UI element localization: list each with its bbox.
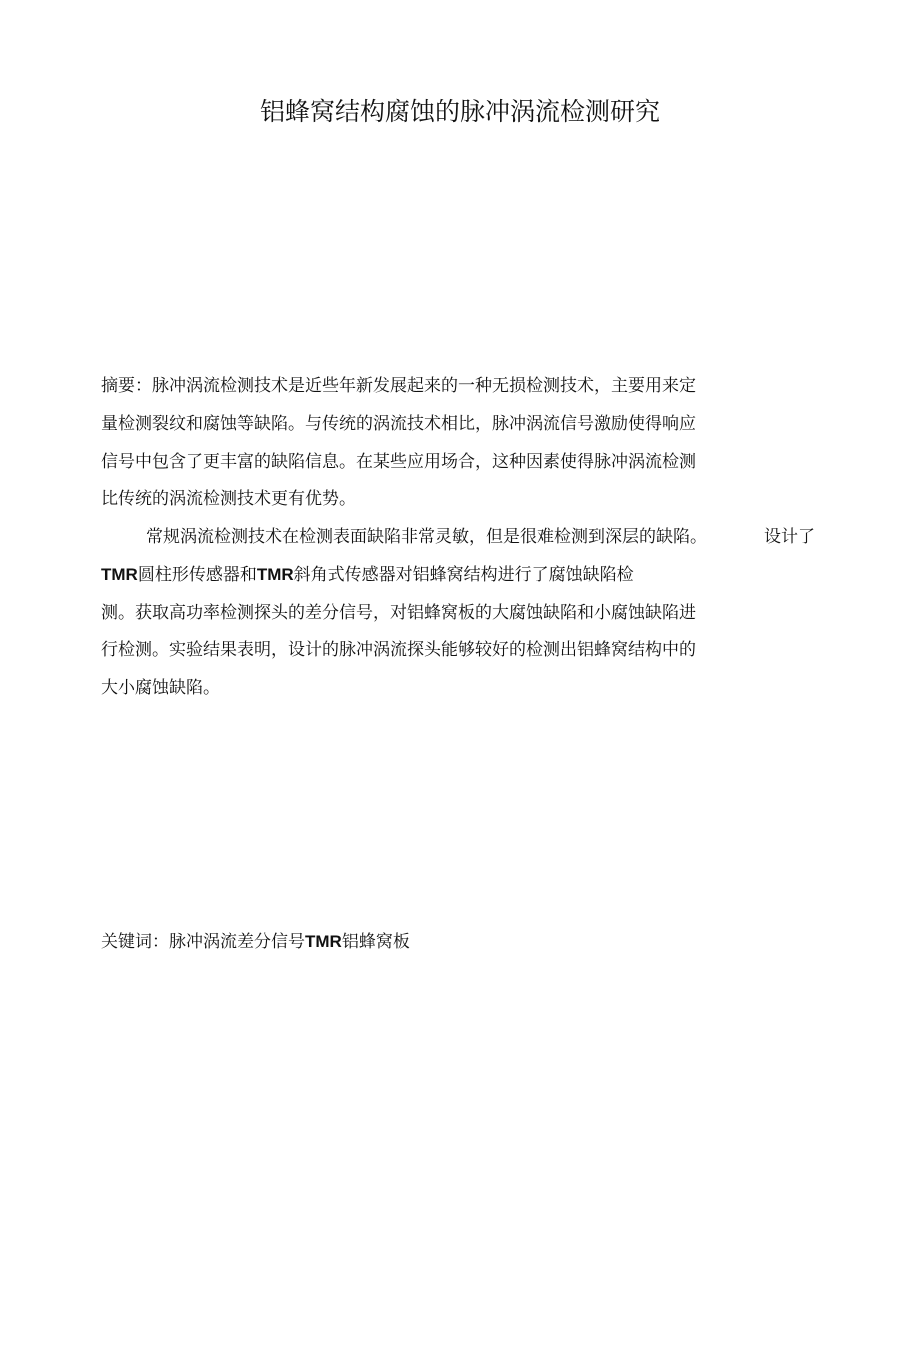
- tmr-term: TMR: [256, 565, 294, 584]
- abstract-text: 斜角式传感器对铝蜂窝结构进行了腐蚀缺陷检: [293, 565, 634, 585]
- abstract-line: 常规涡流检测技术在检测表面缺陷非常灵敏，但是很难检测到深层的缺陷。: [146, 527, 707, 547]
- abstract-line: 量检测裂纹和腐蚀等缺陷。与传统的涡流技术相比，脉冲涡流信号激励使得响应: [101, 414, 696, 434]
- keywords-suffix: 铝蜂窝板: [341, 932, 410, 952]
- abstract-line: 比传统的涡流检测技术更有优势。: [101, 489, 356, 509]
- abstract-line: 大小腐蚀缺陷。: [101, 678, 220, 698]
- abstract-line: 行检测。实验结果表明，设计的脉冲涡流探头能够较好的检测出铝蜂窝结构中的: [101, 640, 696, 660]
- abstract-line: 测。获取高功率检测探头的差分信号，对铝蜂窝板的大腐蚀缺陷和小腐蚀缺陷进: [101, 603, 696, 623]
- abstract-text: 圆柱形传感器和: [137, 565, 257, 585]
- abstract-line: 摘要：脉冲涡流检测技术是近些年新发展起来的一种无损检测技术，主要用来定: [101, 376, 696, 396]
- abstract-line-tail: 设计了: [764, 527, 815, 547]
- tmr-term: TMR: [101, 565, 138, 584]
- abstract-line: 信号中包含了更丰富的缺陷信息。在某些应用场合，这种因素使得脉冲涡流检测: [101, 452, 696, 472]
- keywords-prefix: 关键词：脉冲涡流差分信号: [101, 932, 305, 952]
- keywords: [101, 930, 410, 954]
- abstract-line: [101, 563, 634, 587]
- document-title: 铝蜂窝结构腐蚀的脉冲涡流检测研究: [259, 97, 660, 126]
- tmr-term: TMR: [305, 932, 342, 951]
